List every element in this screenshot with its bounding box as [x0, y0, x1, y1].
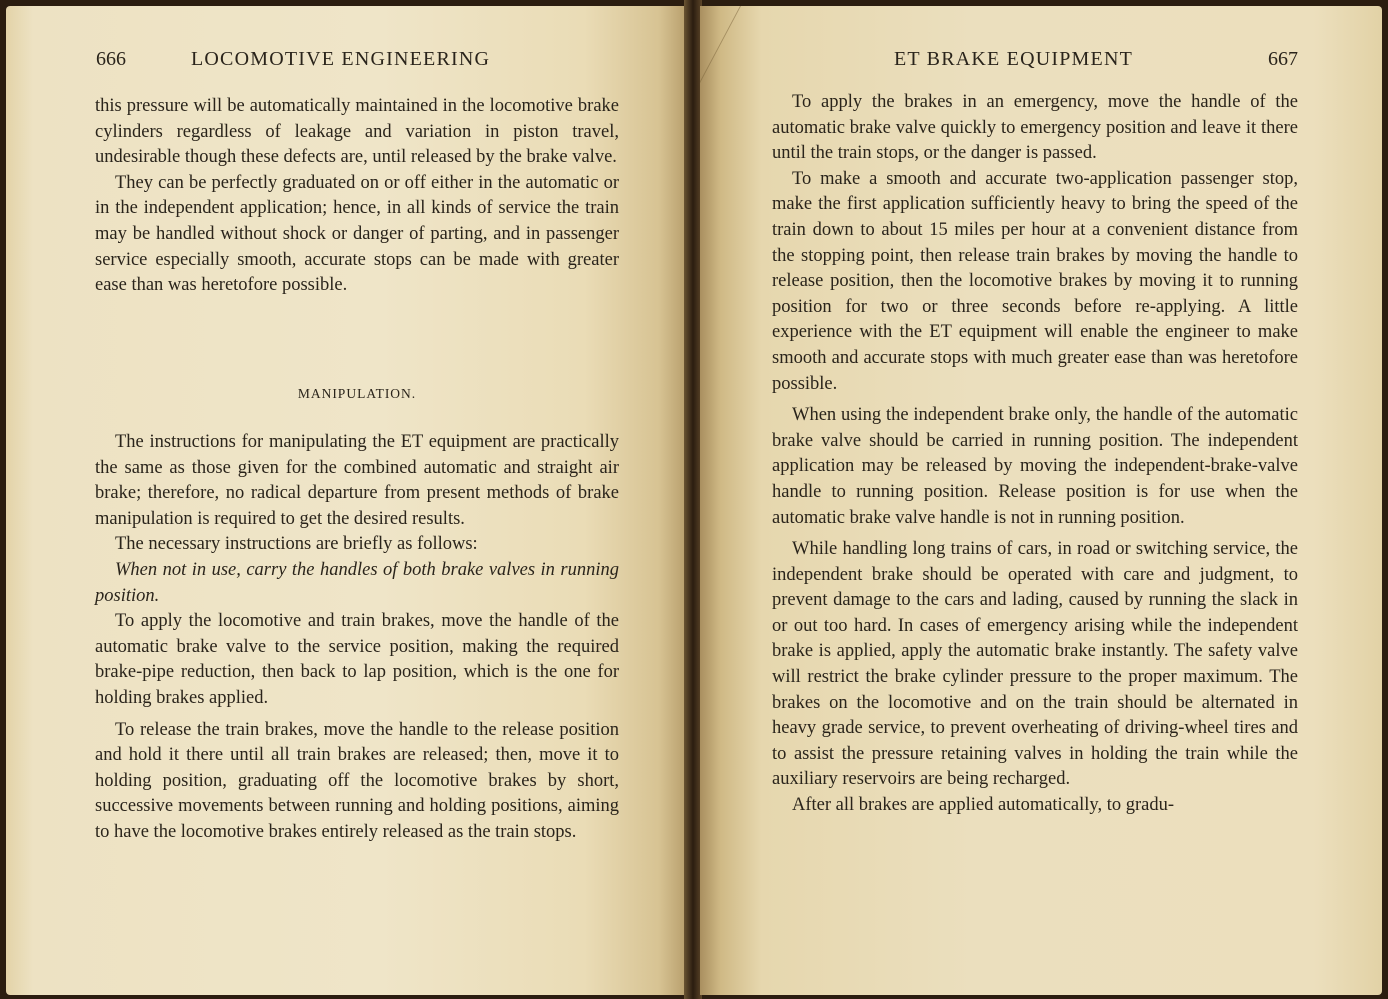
page-number-left: 666: [96, 48, 126, 70]
paragraph: To release the train brakes, move the handle to the release position and hold it there until all train brakes are released; then, move it to holding position, graduating off the locomotive brakes by short, successive movements between running and holding positions, aiming to have the locomotive brakes entirely released as the train stops.: [95, 719, 619, 842]
body-text-bottom: [95, 430, 619, 846]
paragraph-italic: When not in use, carry the handles of both brake valves in running position.: [95, 559, 619, 606]
left-page: [6, 6, 686, 995]
body-text-top: [95, 94, 619, 299]
paragraph: When using the independent brake only, the handle of the automatic brake valve should be carried in running position. The independent application may be released by moving the independent-brake-valve handle to running position. Release position is for use when the automatic brake valve handle is not in running position.: [772, 405, 1298, 528]
paragraph: The instructions for manipulating the ET equipment are practically the same as those given for the combined automatic and straight air brake; therefore, no radical departure from present methods of brake manipulation is required to get the desired results.: [95, 432, 619, 529]
paragraph: The necessary instructions are briefly as follows:: [115, 534, 478, 555]
paragraph: this pressure will be automatically maintained in the locomotive brake cylinders regardless of leakage and variation in piston travel, undesirable though these defects are, until released by the brake valve.: [95, 96, 619, 168]
section-heading: MANIPULATION.: [297, 386, 417, 401]
paragraph: They can be perfectly graduated on or off either in the automatic or in the independent application; hence, in all kinds of service the train may be handled without shock or danger of parting, and in passenger service especially smooth, accurate stops can be made with greater ease than was heretofore possible.: [95, 172, 619, 296]
paragraph: To make a smooth and accurate two-application passenger stop, make the first application sufficiently heavy to bring the speed of the train down to about 15 miles per hour at a convenient distance from the stopping point, then release train brakes by moving the handle to release position, then the locomotive brakes by moving it to running position for two or three seconds before re-applying. A little experience with the ET equipment will enable the engineer to make smooth and accurate stops with much greater ease than was heretofore possible.: [772, 168, 1298, 394]
page-number-right: 667: [1268, 48, 1298, 70]
body-text: [772, 90, 1298, 819]
right-page: [700, 6, 1382, 995]
page-crease: [700, 6, 781, 96]
running-head-right: ET BRAKE EQUIPMENT: [894, 48, 1134, 70]
paragraph: To apply the locomotive and train brakes, move the handle of the automatic brake valve to the service position, making the required brake-pipe reduction, then back to lap position, which is the one for holding brakes applied.: [95, 611, 619, 708]
paragraph: While handling long trains of cars, in road or switching service, the independent brake should be operated with care and judgment, to prevent damage to the cars and lading, caused by running the slack in or out too hard. In cases of emergency arising while the independent brake is applied, apply the automatic brake instantly. The safety valve will restrict the brake cylinder pressure to the proper maximum. The brakes on the locomotive and on the train should be alternated in heavy grade service, to prevent overheating of driving-wheel tires and to assist the pressure retaining valves in holding the train while the auxiliary reservoirs are being recharged.: [772, 539, 1298, 790]
paragraph: To apply the brakes in an emergency, move the handle of the automatic brake valve quickly to emergency position and leave it there until the train stops, or the danger is passed.: [772, 92, 1298, 164]
paragraph: After all brakes are applied automatically, to gradu-: [792, 795, 1174, 816]
running-head-left: LOCOMOTIVE ENGINEERING: [191, 48, 491, 70]
